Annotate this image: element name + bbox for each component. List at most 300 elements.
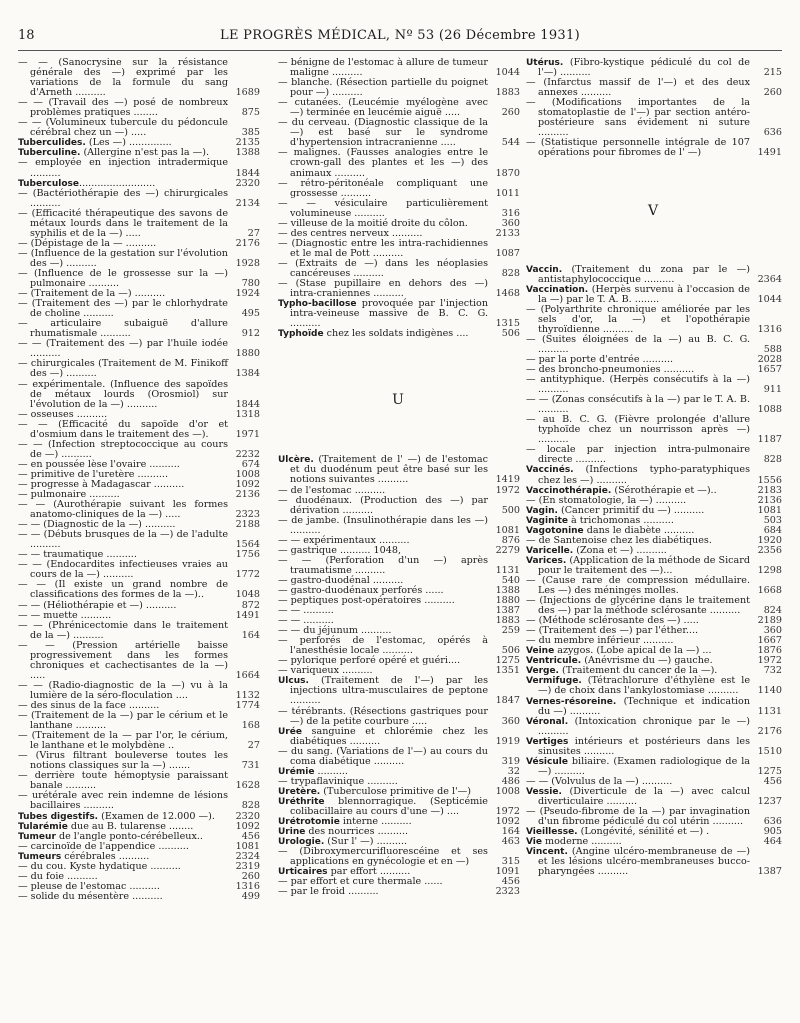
index-entry xyxy=(278,199,520,219)
index-entry xyxy=(526,415,782,445)
entry-text: — (Traitement de la —) .......... xyxy=(18,288,166,300)
entry-page-ref: 1388 xyxy=(235,147,260,159)
index-entry xyxy=(278,887,520,897)
entry-page-ref: 1275 xyxy=(757,765,782,777)
index-entry xyxy=(278,98,520,118)
entry-page-ref: 2136 xyxy=(757,494,782,506)
entry-headword: Urine xyxy=(278,827,306,838)
index-entry xyxy=(18,621,260,641)
entry-text: dans le diabète .......... xyxy=(583,524,695,536)
index-entry xyxy=(18,118,260,138)
entry-page-ref: 360 xyxy=(501,715,520,727)
entry-page-ref: 2323 xyxy=(495,886,520,898)
entry-page-ref: 540 xyxy=(501,574,520,586)
entry-page-ref: 1844 xyxy=(235,398,260,410)
entry-text: moderne .......... xyxy=(542,836,622,848)
entry-page-ref: 1351 xyxy=(495,665,520,677)
entry-text: (Angine ulcéro-membraneuse de —) et les lésions ulcéro-membraneuses bucco-pharyngées .......... xyxy=(538,846,750,878)
entry-text: — (Dépistage de la — .......... xyxy=(18,237,157,249)
entry-text: intérieurs et postérieurs dans les sinusites .......... xyxy=(538,735,750,757)
entry-text: — (Influence de la gestation sur l'évolution des —) .......... xyxy=(18,247,228,269)
entry-headword: Ulcère. xyxy=(278,455,314,466)
entry-text: — — (Diagnostic de la —) .......... xyxy=(18,519,176,531)
entry-text: — expérimentale. (Influence des sapoïdes de métaux lourds (Orosmiol) sur l'évolution de la —) .......... xyxy=(18,378,228,410)
entry-text: — (Statistique personnelle intégrale de 107 opérations pour fibromes de l' —) xyxy=(526,137,750,159)
entry-headword: Tuberculides. xyxy=(18,138,86,149)
entry-page-ref: 1556 xyxy=(757,474,782,486)
entry-text: — des broncho-pneumonies .......... xyxy=(526,363,695,375)
entry-page-ref: 360 xyxy=(501,217,520,229)
entry-page-ref: 1048 xyxy=(235,589,260,601)
index-entry xyxy=(18,58,260,98)
entry-page-ref: 1011 xyxy=(495,187,520,199)
entry-text: — duodénaux. (Production des —) par dérivation .......... xyxy=(278,494,488,516)
entry-headword: Vaccinothérapie. xyxy=(526,485,612,496)
entry-text: biliaire. (Examen radiologique de la —) .......... xyxy=(538,755,750,777)
index-entry xyxy=(526,556,782,576)
entry-text: — antityphique. (Herpès consécutifs à la —) .......... xyxy=(526,374,750,396)
entry-page-ref: 1298 xyxy=(757,564,782,576)
entry-text: (Infections typho-paratyphiques chez les —) .......... xyxy=(538,464,750,486)
entry-text: — (Injections de glycérine dans le traitement des —) par la méthode sclérosante .......... xyxy=(526,595,750,617)
index-entry xyxy=(18,249,260,269)
entry-text: — — (Débuts brusques de la —) de l'adulte .......... xyxy=(18,529,228,551)
index-entry xyxy=(278,118,520,148)
index-entry xyxy=(278,78,520,98)
index-entry xyxy=(18,791,260,811)
entry-headword: Ulcus. xyxy=(278,676,309,687)
entry-headword: Véronal. xyxy=(526,716,569,727)
header-rule xyxy=(18,50,782,51)
index-entry xyxy=(18,560,260,580)
index-entry xyxy=(526,335,782,355)
index-entry xyxy=(18,98,260,118)
entry-text: — (Pseudo-fibrome de la —) par invagination d'un fibrome pédiculé du col utérin .......... xyxy=(526,806,750,828)
index-entry xyxy=(18,500,260,520)
entry-text: — — du jéjunum .......... xyxy=(278,625,392,637)
entry-headword: Uréthrite xyxy=(278,796,325,807)
entry-text: — malignes. (Fausses analogies entre le crown-gall des plantes et les —) des animaux .......... xyxy=(278,147,488,179)
entry-text: — (Polyarthrite chronique améliorée par les sels d'or, la —) et l'opothérapie thyroïdienne .......... xyxy=(526,303,750,335)
entry-page-ref: 486 xyxy=(501,775,520,787)
entry-page-ref: 503 xyxy=(763,514,782,526)
entry-text: (Traitement de l'—) par les injections ultra-musculaires de peptone .......... xyxy=(290,675,488,707)
index-entry xyxy=(526,676,782,696)
entry-text: — gastrique .......... 1048, xyxy=(278,544,401,556)
entry-text: — progresse à Madagascar .......... xyxy=(18,478,185,490)
index-entry xyxy=(526,138,782,158)
entry-page-ref: 2279 xyxy=(495,544,520,556)
index-entry xyxy=(18,420,260,440)
entry-page-ref: 674 xyxy=(241,458,260,470)
index-entry xyxy=(526,98,782,138)
entry-page-ref: 259 xyxy=(501,625,520,637)
entry-page-ref: 780 xyxy=(241,278,260,290)
entry-page-ref: 463 xyxy=(501,836,520,848)
entry-page-ref: 506 xyxy=(501,645,520,657)
entry-text: (Cancer primitif du —) .......... xyxy=(557,504,705,516)
index-entry xyxy=(18,711,260,731)
entry-page-ref: 1756 xyxy=(235,549,260,561)
entry-page-ref: 1657 xyxy=(757,363,782,375)
entry-page-ref: 260 xyxy=(501,107,520,119)
entry-text: (Tétrachlorure d'éthylène est le —) de choix dans l'ankylostomiase .......... xyxy=(538,675,750,697)
entry-page-ref: 1132 xyxy=(235,689,260,701)
entry-text: — — vésiculaire particulièrement volumineuse .......... xyxy=(278,197,488,219)
entry-headword: Vaccination. xyxy=(526,284,589,295)
index-entry xyxy=(278,516,520,536)
index-entry xyxy=(526,576,782,596)
entry-page-ref: 2183 xyxy=(757,484,782,496)
index-entry xyxy=(18,189,260,209)
entry-page-ref: 1880 xyxy=(495,595,520,607)
entry-text: — — .......... xyxy=(278,615,334,627)
section-letter-v: V xyxy=(647,203,661,220)
entry-page-ref: 911 xyxy=(763,384,782,396)
entry-page-ref: 1689 xyxy=(235,87,260,99)
index-entry xyxy=(278,259,520,279)
entry-page-ref: 1091 xyxy=(495,866,520,878)
entry-text: (Traitement du cancer de la —). xyxy=(558,665,718,677)
entry-text: — (Traitement des —) par le chlorhydrate de choline .......... xyxy=(18,298,228,320)
entry-text: — — (Radio-diagnostic de la —) vu à la lumière de la séro-floculation .... xyxy=(18,679,228,701)
entry-page-ref: 2176 xyxy=(757,725,782,737)
entry-text: — du foie .......... xyxy=(18,870,98,882)
entry-text: — (Efficacité thérapeutique des savons de métaux lourds dans le traitement de la syphilis et de la —) ..... xyxy=(18,207,228,239)
entry-text: — (Suites éloignées de la —) au B. C. G. .......... xyxy=(526,333,750,355)
entry-page-ref: 1187 xyxy=(757,434,782,446)
index-entry xyxy=(278,676,520,706)
entry-text: — (Diagnostic entre les intra-rachidiennes et le mal de Pott .......... xyxy=(278,237,488,259)
index-entry xyxy=(526,78,782,98)
entry-text: — (Modifications importantes de la stomatoplastie de l'—) par section antéro-postérieure sans évidement ni suture .......... xyxy=(526,97,750,139)
entry-text: — — (Sanocrysine sur la résistance générale des —) exprimé par les variations de la formule du sang d'Arneth .......... xyxy=(18,57,228,99)
entry-page-ref: 315 xyxy=(501,856,520,868)
entry-text: — (Méthode sclérosante des —) ..... xyxy=(526,615,699,627)
index-entry xyxy=(526,717,782,737)
entry-page-ref: 260 xyxy=(241,870,260,882)
index-entry xyxy=(526,465,782,485)
entry-text: — — muette .......... xyxy=(18,609,112,621)
index-entry xyxy=(278,299,520,329)
entry-text: — — .......... xyxy=(278,605,334,617)
entry-page-ref: 2189 xyxy=(757,615,782,627)
entry-page-ref: 1081 xyxy=(235,840,260,852)
entry-page-ref: 636 xyxy=(763,816,782,828)
entry-headword: Verge. xyxy=(526,666,559,677)
entry-text: — osseuses .......... xyxy=(18,408,108,420)
section-letter-u: U xyxy=(392,392,406,409)
index-entry xyxy=(526,445,782,465)
entry-text: — — (Perforation d'un —) après traumatisme .......... xyxy=(278,554,488,576)
index-entry xyxy=(18,681,260,701)
entry-page-ref: 1275 xyxy=(495,655,520,667)
index-entry xyxy=(18,158,260,178)
index-entry xyxy=(278,707,520,727)
index-entry xyxy=(18,299,260,319)
entry-text: — perforés de l'estomac, opérés à l'anesthésie locale .......... xyxy=(278,635,488,657)
index-entry xyxy=(18,319,260,339)
entry-text: — de l'estomac .......... xyxy=(278,484,386,496)
entry-text: (Zona et —) .......... xyxy=(573,544,667,556)
entry-page-ref: 500 xyxy=(501,504,520,516)
entry-headword: Vaginite xyxy=(526,515,568,526)
entry-text: — primitive de l'uretère .......... xyxy=(18,468,169,480)
entry-text: — du cou. Kyste hydatique .......... xyxy=(18,860,181,872)
index-entry xyxy=(526,596,782,616)
entry-text: (Fibro-kystique pédiculé du col de l'—) .......... xyxy=(538,57,750,79)
index-entry xyxy=(526,395,782,415)
index-entry xyxy=(18,440,260,460)
index-entry xyxy=(526,285,782,305)
entry-page-ref: 1924 xyxy=(235,288,260,300)
entry-page-ref: 1044 xyxy=(495,67,520,79)
entry-text: — du sang. (Variations de l'—) au cours du coma diabétique .......... xyxy=(278,745,488,767)
entry-text: — en poussée lèse l'ovaire .......... xyxy=(18,458,180,470)
entry-page-ref: 1140 xyxy=(757,685,782,697)
entry-text: — (En stomatologie, la —) .......... xyxy=(526,494,687,506)
entry-headword: Varices. xyxy=(526,555,567,566)
index-entry xyxy=(278,636,520,656)
entry-page-ref: 636 xyxy=(763,127,782,139)
entry-headword: Vincent. xyxy=(526,847,568,858)
entry-headword: Vésicule xyxy=(526,756,568,767)
index-entry xyxy=(18,731,260,751)
entry-page-ref: 1844 xyxy=(235,167,260,179)
entry-page-ref: 1883 xyxy=(495,87,520,99)
entry-headword: Vaccinés. xyxy=(526,465,574,476)
entry-headword: Uretère. xyxy=(278,786,321,797)
entry-text: due au B. tularense ........ xyxy=(67,820,194,832)
entry-page-ref: 499 xyxy=(241,890,260,902)
entry-headword: Typhoïde xyxy=(278,329,324,340)
entry-text: — térébrants. (Résections gastriques pour —) de la petite courbure ..... xyxy=(278,705,488,727)
index-entry xyxy=(526,737,782,757)
entry-text: provoquée par l'injection intra-veineuse massive de B. C. G. .......... xyxy=(290,298,488,330)
entry-headword: Tuberculose xyxy=(18,178,80,189)
entry-text: (Intoxication chronique par le —) .......... xyxy=(538,715,750,737)
index-entry xyxy=(278,148,520,178)
index-entry xyxy=(278,329,520,339)
entry-page-ref: 1876 xyxy=(757,645,782,657)
index-entry xyxy=(18,359,260,379)
entry-text: ......................... xyxy=(79,177,156,189)
entry-headword: Tumeur xyxy=(18,831,56,842)
page-number: 18 xyxy=(18,28,35,43)
entry-page-ref: 2232 xyxy=(235,448,260,460)
index-entry xyxy=(278,556,520,576)
entry-page-ref: 319 xyxy=(501,755,520,767)
entry-page-ref: 1092 xyxy=(235,820,260,832)
index-entry xyxy=(18,209,260,239)
index-entry xyxy=(278,747,520,767)
entry-text: — par le froid .......... xyxy=(278,886,379,898)
entry-page-ref: 1928 xyxy=(235,257,260,269)
entry-page-ref: 1880 xyxy=(235,348,260,360)
index-entry xyxy=(18,892,260,902)
entry-text: — du cerveau. (Diagnostic classique de la —) est basé sur le syndrome d'hypertension intracranienne ..... xyxy=(278,117,488,149)
entry-headword: Tuberculine. xyxy=(18,148,81,159)
entry-text: — — (Il existe un grand nombre de classifications des formes de la —).. xyxy=(18,579,228,601)
entry-page-ref: 215 xyxy=(763,67,782,79)
entry-page-ref: 27 xyxy=(247,227,260,239)
entry-headword: Tularémie xyxy=(18,821,68,832)
entry-page-ref: 456 xyxy=(241,830,260,842)
entry-text: de l'angle ponto-cérébelleux.. xyxy=(55,830,203,842)
entry-text: — urétérale avec rein indemne de lésions bacillaires .......... xyxy=(18,790,228,812)
entry-page-ref: 2176 xyxy=(235,237,260,249)
entry-page-ref: 1972 xyxy=(495,484,520,496)
entry-page-ref: 1316 xyxy=(757,323,782,335)
entry-page-ref: 875 xyxy=(241,107,260,119)
entry-page-ref: 1468 xyxy=(495,288,520,300)
entry-text: azygos. (Lobe apical de la —) ... xyxy=(554,645,712,657)
entry-text: — (Traitement des —) par l'éther.... xyxy=(526,625,699,637)
index-entry xyxy=(526,305,782,335)
entry-page-ref: 1774 xyxy=(235,700,260,711)
journal-title: LE PROGRÈS MÉDICAL, Nº 53 (26 Décembre 1931) xyxy=(220,28,580,43)
entry-text: — — expérimentaux .......... xyxy=(278,534,410,546)
index-entry xyxy=(18,380,260,410)
entry-page-ref: 2319 xyxy=(235,860,260,872)
entry-text: — (Dibroxymercurifluorescéine et ses applications en gynécologie et en —) xyxy=(278,846,488,868)
entry-text: (Application de la méthode de Sicard pour le traitement des —)... xyxy=(538,554,750,576)
index-entry xyxy=(526,58,782,78)
index-entry xyxy=(526,807,782,827)
entry-text: — — (Volvulus de la —) .......... xyxy=(526,775,673,787)
entry-page-ref: 1491 xyxy=(235,609,260,621)
entry-page-ref: 2324 xyxy=(235,850,260,862)
entry-headword: Vernes-résoreine. xyxy=(526,696,617,707)
entry-page-ref: 1919 xyxy=(495,735,520,747)
entry-text: — variqueux .......... xyxy=(278,665,373,677)
entry-page-ref: 1667 xyxy=(757,635,782,647)
index-entry xyxy=(526,265,782,285)
entry-page-ref: 2136 xyxy=(235,489,260,501)
entry-text: (Allergine n'est pas la —). xyxy=(80,147,210,159)
entry-text: — — (Endocardites infectieuses vraies au cours de la —) .......... xyxy=(18,559,228,581)
index-entry xyxy=(526,787,782,807)
entry-text: — par effort et cure thermale ...... xyxy=(278,876,443,888)
entry-page-ref: 1668 xyxy=(757,585,782,597)
entry-page-ref: 588 xyxy=(763,343,782,355)
entry-text: — articulaire subaiguë d'allure rhumatismale .......... xyxy=(18,318,228,340)
entry-text: — — (Phrénicectomie dans le traitement de la —) .......... xyxy=(18,619,228,641)
entry-page-ref: 872 xyxy=(241,599,260,611)
entry-text: — pulmonaire .......... xyxy=(18,489,120,501)
index-entry xyxy=(18,530,260,550)
entry-page-ref: 1388 xyxy=(495,584,520,596)
entry-page-ref: 2134 xyxy=(235,197,260,209)
entry-text: — (Stase pupillaire en dehors des —) intra-craniennes .......... xyxy=(278,278,488,300)
index-entry xyxy=(526,847,782,877)
entry-headword: Vieillesse. xyxy=(526,827,578,838)
entry-text: — pleuse de l'estomac .......... xyxy=(18,880,160,892)
entry-page-ref: 260 xyxy=(763,87,782,99)
entry-headword: Vagotonine xyxy=(526,525,584,536)
entry-text: — villeuse de la moitié droite du côlon. xyxy=(278,217,468,229)
entry-page-ref: 495 xyxy=(241,308,260,320)
entry-page-ref: 684 xyxy=(763,524,782,536)
page-header xyxy=(18,28,782,46)
entry-headword: Ventricule. xyxy=(526,656,582,667)
entry-text: — au B. C. G. (Fièvre prolongée d'allure typhoïde chez un nourrisson après —) .......... xyxy=(526,414,750,446)
entry-text: (Tuberculose primitive de l'—) xyxy=(320,785,471,797)
entry-page-ref: 824 xyxy=(763,605,782,617)
entry-text: — de jambe. (Insulinothérapie dans les —) .......... xyxy=(278,514,488,536)
entry-text: — locale par injection intra-pulmonaire directe .......... xyxy=(526,444,750,466)
entry-headword: Varicelle. xyxy=(526,545,574,556)
index-column-3 xyxy=(526,58,782,877)
entry-text: — (Extraits de —) dans les néoplasies cancéreuses .......... xyxy=(278,257,488,279)
entry-text: — par la porte d'entrée .......... xyxy=(526,353,674,365)
entry-text: — — (Héliothérapie et —) .......... xyxy=(18,599,177,611)
entry-text: (Technique et indication du —) .......... xyxy=(538,695,750,717)
entry-page-ref: 1847 xyxy=(495,695,520,707)
entry-text: — solide du mésentère .......... xyxy=(18,890,163,902)
index-entry xyxy=(278,727,520,747)
entry-page-ref: 2356 xyxy=(757,544,782,556)
entry-page-ref: 2188 xyxy=(235,519,260,531)
entry-page-ref: 828 xyxy=(241,800,260,812)
entry-page-ref: 1237 xyxy=(757,796,782,807)
entry-text: chez les soldats indigènes .... xyxy=(323,328,469,340)
entry-page-ref: 1081 xyxy=(495,524,520,536)
entry-page-ref: 1628 xyxy=(235,780,260,792)
entry-page-ref: 1318 xyxy=(235,408,260,420)
index-entry xyxy=(278,496,520,516)
entry-page-ref: 506 xyxy=(501,328,520,340)
entry-page-ref: 1044 xyxy=(757,293,782,305)
entry-page-ref: 168 xyxy=(241,720,260,732)
entry-page-ref: 1131 xyxy=(757,705,782,717)
index-entry xyxy=(278,179,520,199)
entry-text: (Sur l' —) .......... xyxy=(324,836,408,848)
entry-text: — des centres nerveux .......... xyxy=(278,227,423,239)
index-entry xyxy=(526,757,782,777)
entry-headword: Urée xyxy=(278,726,302,737)
index-entry xyxy=(278,847,520,867)
entry-page-ref: 456 xyxy=(763,775,782,787)
entry-text: à trichomonas .......... xyxy=(567,514,674,526)
entry-page-ref: 316 xyxy=(501,207,520,219)
entry-text: cérébrales .......... xyxy=(61,850,150,862)
entry-headword: Urémie xyxy=(278,766,315,777)
entry-text: — blanche. (Résection partielle du poignet pour —) .......... xyxy=(278,77,488,99)
entry-page-ref: 1920 xyxy=(757,534,782,546)
entry-text: — du membre inférieur .......... xyxy=(526,635,674,647)
entry-page-ref: 360 xyxy=(763,625,782,637)
entry-page-ref: 1870 xyxy=(495,167,520,179)
entry-headword: Vagin. xyxy=(526,505,558,516)
entry-text: par effort .......... xyxy=(327,866,411,878)
entry-text: — — traumatique .......... xyxy=(18,549,137,561)
entry-text: — bénigne de l'estomac à allure de tumeur maligne .......... xyxy=(278,57,488,79)
index-entry xyxy=(18,339,260,359)
entry-page-ref: 1008 xyxy=(495,785,520,797)
entry-page-ref: 2320 xyxy=(235,810,260,822)
entry-page-ref: 912 xyxy=(241,328,260,340)
entry-page-ref: 2323 xyxy=(235,509,260,521)
entry-page-ref: 32 xyxy=(507,765,520,777)
entry-page-ref: 1092 xyxy=(495,816,520,828)
index-entry xyxy=(278,279,520,299)
entry-text: blennorragique. (Septicémie colibacillaire au cours d'une —) .... xyxy=(290,795,488,817)
index-entry xyxy=(278,455,520,485)
entry-page-ref: 164 xyxy=(241,629,260,641)
entry-page-ref: 1387 xyxy=(757,866,782,878)
entry-page-ref: 1564 xyxy=(235,539,260,551)
